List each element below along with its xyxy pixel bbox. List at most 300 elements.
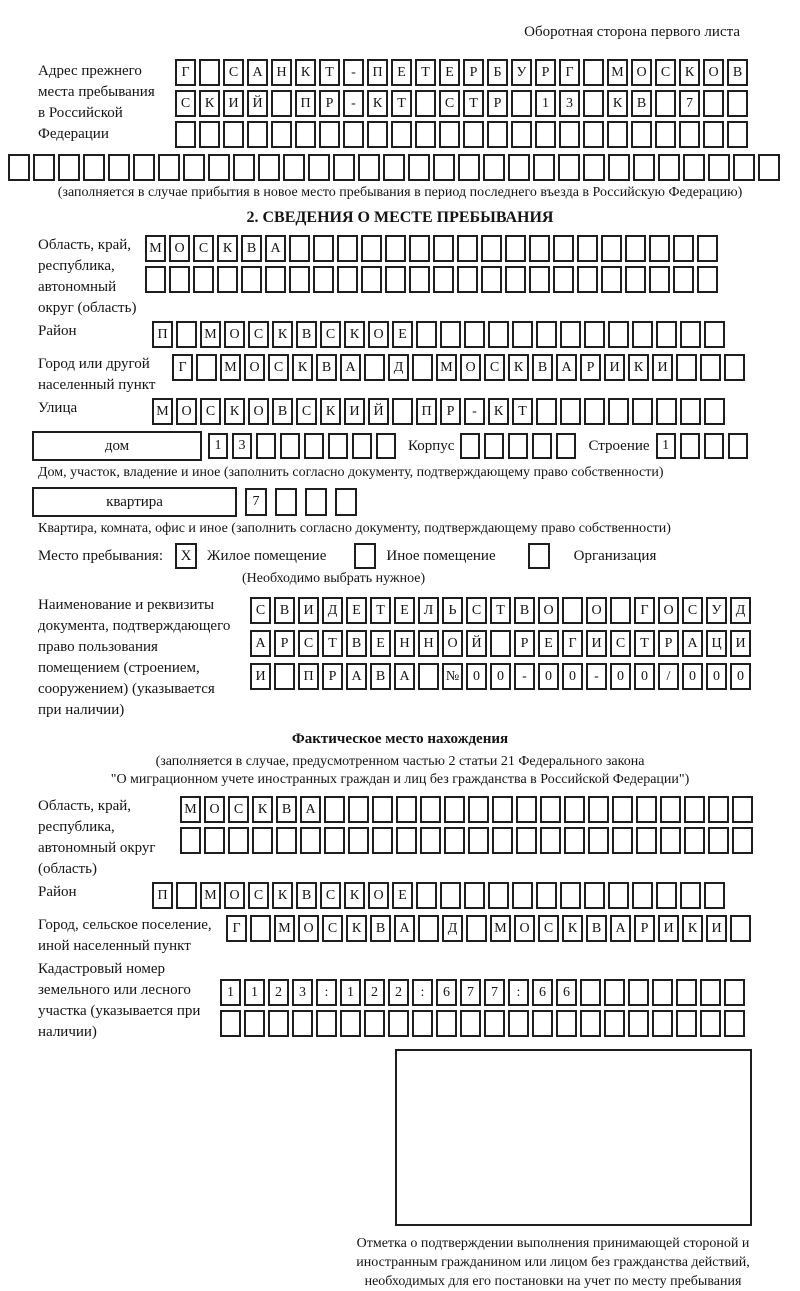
char-cell[interactable]: И <box>223 90 244 117</box>
char-cell[interactable] <box>316 1010 337 1037</box>
char-cell[interactable] <box>289 235 310 262</box>
char-cell[interactable] <box>680 321 701 348</box>
char-cell[interactable] <box>412 354 433 381</box>
char-cell[interactable] <box>457 235 478 262</box>
char-cell[interactable] <box>415 121 436 148</box>
char-cell[interactable] <box>488 882 509 909</box>
char-cell[interactable]: К <box>628 354 649 381</box>
char-cell[interactable]: Т <box>634 630 655 657</box>
char-cell[interactable] <box>444 827 465 854</box>
char-cell[interactable]: И <box>730 630 751 657</box>
char-cell[interactable] <box>556 433 576 459</box>
char-cell[interactable] <box>583 121 604 148</box>
char-cell[interactable] <box>247 121 268 148</box>
char-cell[interactable] <box>271 90 292 117</box>
char-cell[interactable]: Т <box>490 597 511 624</box>
char-cell[interactable]: О <box>538 597 559 624</box>
char-cell[interactable]: И <box>706 915 727 942</box>
char-cell[interactable] <box>724 1010 745 1037</box>
char-cell[interactable]: С <box>248 321 269 348</box>
char-cell[interactable]: К <box>488 398 509 425</box>
char-cell[interactable]: О <box>244 354 265 381</box>
char-cell[interactable] <box>508 1010 529 1037</box>
char-cell[interactable] <box>697 235 718 262</box>
char-cell[interactable] <box>730 915 751 942</box>
char-cell[interactable]: О <box>176 398 197 425</box>
char-cell[interactable] <box>8 154 30 181</box>
char-cell[interactable]: К <box>562 915 583 942</box>
char-cell[interactable] <box>283 154 305 181</box>
char-cell[interactable]: Ц <box>706 630 727 657</box>
char-cell[interactable]: П <box>295 90 316 117</box>
char-cell[interactable] <box>372 796 393 823</box>
char-cell[interactable]: Р <box>319 90 340 117</box>
char-cell[interactable] <box>275 488 297 516</box>
char-cell[interactable] <box>388 1010 409 1037</box>
char-cell[interactable] <box>372 827 393 854</box>
char-cell[interactable]: Р <box>658 630 679 657</box>
char-cell[interactable] <box>487 121 508 148</box>
char-cell[interactable] <box>708 796 729 823</box>
char-cell[interactable] <box>364 1010 385 1037</box>
char-cell[interactable]: Е <box>391 59 412 86</box>
char-cell[interactable]: Н <box>271 59 292 86</box>
char-cell[interactable]: П <box>367 59 388 86</box>
char-cell[interactable] <box>492 827 513 854</box>
char-cell[interactable] <box>676 354 697 381</box>
char-cell[interactable]: - <box>343 90 364 117</box>
char-cell[interactable]: Р <box>580 354 601 381</box>
char-cell[interactable] <box>463 121 484 148</box>
char-cell[interactable] <box>193 266 214 293</box>
char-cell[interactable] <box>409 235 430 262</box>
char-cell[interactable] <box>418 663 439 690</box>
char-cell[interactable]: 2 <box>388 979 409 1006</box>
char-cell[interactable]: О <box>368 321 389 348</box>
char-cell[interactable] <box>704 433 724 459</box>
char-cell[interactable] <box>584 398 605 425</box>
char-cell[interactable] <box>420 827 441 854</box>
char-cell[interactable] <box>536 321 557 348</box>
char-cell[interactable]: В <box>316 354 337 381</box>
char-cell[interactable] <box>204 827 225 854</box>
char-cell[interactable] <box>180 827 201 854</box>
char-cell[interactable]: М <box>200 882 221 909</box>
char-cell[interactable]: 7 <box>245 488 267 516</box>
char-cell[interactable] <box>265 266 286 293</box>
char-cell[interactable]: С <box>223 59 244 86</box>
char-cell[interactable]: К <box>508 354 529 381</box>
char-cell[interactable] <box>324 827 345 854</box>
char-cell[interactable] <box>656 398 677 425</box>
char-cell[interactable] <box>649 235 670 262</box>
char-cell[interactable]: С <box>248 882 269 909</box>
char-cell[interactable] <box>511 90 532 117</box>
char-cell[interactable]: К <box>217 235 238 262</box>
char-cell[interactable]: С <box>610 630 631 657</box>
char-cell[interactable] <box>516 827 537 854</box>
char-cell[interactable] <box>577 266 598 293</box>
char-cell[interactable] <box>484 1010 505 1037</box>
char-cell[interactable] <box>533 154 555 181</box>
char-cell[interactable]: С <box>268 354 289 381</box>
char-cell[interactable] <box>703 90 724 117</box>
char-cell[interactable] <box>199 59 220 86</box>
char-cell[interactable] <box>340 1010 361 1037</box>
char-cell[interactable] <box>376 433 396 459</box>
char-cell[interactable] <box>564 827 585 854</box>
char-cell[interactable] <box>655 90 676 117</box>
char-cell[interactable]: С <box>682 597 703 624</box>
char-cell[interactable]: С <box>320 321 341 348</box>
char-cell[interactable] <box>319 121 340 148</box>
char-cell[interactable] <box>679 121 700 148</box>
char-cell[interactable] <box>244 1010 265 1037</box>
char-cell[interactable] <box>364 354 385 381</box>
char-cell[interactable]: 1 <box>220 979 241 1006</box>
char-cell[interactable] <box>488 321 509 348</box>
char-cell[interactable]: С <box>538 915 559 942</box>
char-cell[interactable]: И <box>586 630 607 657</box>
char-cell[interactable] <box>588 827 609 854</box>
char-cell[interactable]: О <box>703 59 724 86</box>
char-cell[interactable]: А <box>610 915 631 942</box>
char-cell[interactable] <box>612 796 633 823</box>
char-cell[interactable] <box>433 266 454 293</box>
char-cell[interactable]: Н <box>418 630 439 657</box>
char-cell[interactable]: О <box>586 597 607 624</box>
char-cell[interactable] <box>553 266 574 293</box>
char-cell[interactable]: В <box>532 354 553 381</box>
char-cell[interactable] <box>464 321 485 348</box>
char-cell[interactable] <box>313 235 334 262</box>
char-cell[interactable] <box>540 827 561 854</box>
char-cell[interactable] <box>199 121 220 148</box>
char-cell[interactable] <box>468 796 489 823</box>
char-cell[interactable]: Д <box>442 915 463 942</box>
char-cell[interactable] <box>625 266 646 293</box>
char-cell[interactable] <box>553 235 574 262</box>
char-cell[interactable]: Т <box>512 398 533 425</box>
char-cell[interactable]: - <box>586 663 607 690</box>
char-cell[interactable] <box>655 121 676 148</box>
char-cell[interactable]: К <box>679 59 700 86</box>
char-cell[interactable]: К <box>682 915 703 942</box>
char-cell[interactable]: В <box>274 597 295 624</box>
char-cell[interactable]: М <box>490 915 511 942</box>
char-cell[interactable] <box>256 433 276 459</box>
char-cell[interactable]: А <box>394 663 415 690</box>
char-cell[interactable]: П <box>298 663 319 690</box>
char-cell[interactable] <box>396 796 417 823</box>
char-cell[interactable]: К <box>367 90 388 117</box>
char-cell[interactable] <box>529 235 550 262</box>
char-cell[interactable] <box>704 398 725 425</box>
char-cell[interactable] <box>512 321 533 348</box>
char-cell[interactable]: В <box>296 882 317 909</box>
char-cell[interactable] <box>460 433 480 459</box>
char-cell[interactable]: А <box>340 354 361 381</box>
char-cell[interactable]: С <box>250 597 271 624</box>
char-cell[interactable] <box>604 1010 625 1037</box>
char-cell[interactable] <box>412 1010 433 1037</box>
char-cell[interactable] <box>440 321 461 348</box>
char-cell[interactable]: К <box>292 354 313 381</box>
char-cell[interactable]: И <box>298 597 319 624</box>
char-cell[interactable]: Т <box>322 630 343 657</box>
char-cell[interactable]: 6 <box>532 979 553 1006</box>
char-cell[interactable] <box>532 1010 553 1037</box>
char-cell[interactable] <box>271 121 292 148</box>
char-cell[interactable]: А <box>346 663 367 690</box>
char-cell[interactable]: Т <box>370 597 391 624</box>
char-cell[interactable]: Й <box>368 398 389 425</box>
char-cell[interactable] <box>250 915 271 942</box>
char-cell[interactable]: О <box>224 321 245 348</box>
char-cell[interactable] <box>700 979 721 1006</box>
char-cell[interactable]: Т <box>319 59 340 86</box>
char-cell[interactable] <box>337 235 358 262</box>
char-cell[interactable] <box>660 827 681 854</box>
char-cell[interactable] <box>176 321 197 348</box>
char-cell[interactable]: 0 <box>634 663 655 690</box>
char-cell[interactable] <box>348 796 369 823</box>
stay-type-checkbox-residential[interactable]: X <box>175 543 197 569</box>
char-cell[interactable] <box>604 979 625 1006</box>
char-cell[interactable] <box>444 796 465 823</box>
char-cell[interactable] <box>176 882 197 909</box>
char-cell[interactable] <box>758 154 780 181</box>
char-cell[interactable]: 0 <box>610 663 631 690</box>
char-cell[interactable]: М <box>274 915 295 942</box>
char-cell[interactable] <box>466 915 487 942</box>
char-cell[interactable] <box>289 266 310 293</box>
char-cell[interactable]: Е <box>538 630 559 657</box>
char-cell[interactable] <box>636 827 657 854</box>
char-cell[interactable]: В <box>276 796 297 823</box>
stay-type-checkbox-other[interactable] <box>354 543 376 569</box>
char-cell[interactable]: Е <box>439 59 460 86</box>
char-cell[interactable] <box>560 398 581 425</box>
char-cell[interactable]: 0 <box>706 663 727 690</box>
char-cell[interactable] <box>684 827 705 854</box>
char-cell[interactable] <box>704 321 725 348</box>
char-cell[interactable] <box>490 630 511 657</box>
char-cell[interactable]: 1 <box>656 433 676 459</box>
char-cell[interactable]: С <box>200 398 221 425</box>
char-cell[interactable] <box>652 979 673 1006</box>
char-cell[interactable] <box>133 154 155 181</box>
char-cell[interactable] <box>608 321 629 348</box>
char-cell[interactable] <box>560 321 581 348</box>
char-cell[interactable] <box>439 121 460 148</box>
char-cell[interactable] <box>33 154 55 181</box>
char-cell[interactable]: Б <box>487 59 508 86</box>
char-cell[interactable] <box>540 796 561 823</box>
char-cell[interactable] <box>584 321 605 348</box>
char-cell[interactable]: К <box>252 796 273 823</box>
char-cell[interactable] <box>556 1010 577 1037</box>
char-cell[interactable] <box>408 154 430 181</box>
char-cell[interactable] <box>505 235 526 262</box>
char-cell[interactable]: С <box>484 354 505 381</box>
char-cell[interactable] <box>433 154 455 181</box>
char-cell[interactable] <box>409 266 430 293</box>
char-cell[interactable]: Г <box>562 630 583 657</box>
char-cell[interactable] <box>704 882 725 909</box>
char-cell[interactable] <box>300 827 321 854</box>
char-cell[interactable]: 0 <box>538 663 559 690</box>
char-cell[interactable]: Е <box>392 882 413 909</box>
char-cell[interactable]: Й <box>247 90 268 117</box>
char-cell[interactable] <box>348 827 369 854</box>
char-cell[interactable] <box>632 321 653 348</box>
char-cell[interactable]: П <box>416 398 437 425</box>
char-cell[interactable] <box>732 827 753 854</box>
char-cell[interactable] <box>217 266 238 293</box>
char-cell[interactable] <box>223 121 244 148</box>
char-cell[interactable]: К <box>320 398 341 425</box>
char-cell[interactable] <box>631 121 652 148</box>
char-cell[interactable]: М <box>180 796 201 823</box>
char-cell[interactable]: О <box>298 915 319 942</box>
char-cell[interactable]: А <box>300 796 321 823</box>
char-cell[interactable] <box>673 266 694 293</box>
char-cell[interactable]: К <box>224 398 245 425</box>
char-cell[interactable]: И <box>604 354 625 381</box>
char-cell[interactable]: Г <box>172 354 193 381</box>
char-cell[interactable] <box>292 1010 313 1037</box>
char-cell[interactable] <box>241 266 262 293</box>
char-cell[interactable] <box>536 398 557 425</box>
char-cell[interactable] <box>601 266 622 293</box>
char-cell[interactable] <box>464 882 485 909</box>
char-cell[interactable] <box>304 433 324 459</box>
char-cell[interactable]: 7 <box>484 979 505 1006</box>
char-cell[interactable] <box>632 398 653 425</box>
char-cell[interactable] <box>727 90 748 117</box>
char-cell[interactable]: А <box>250 630 271 657</box>
char-cell[interactable] <box>580 979 601 1006</box>
char-cell[interactable]: Р <box>487 90 508 117</box>
char-cell[interactable] <box>460 1010 481 1037</box>
char-cell[interactable]: С <box>322 915 343 942</box>
char-cell[interactable]: У <box>511 59 532 86</box>
char-cell[interactable]: Д <box>322 597 343 624</box>
char-cell[interactable]: Д <box>730 597 751 624</box>
char-cell[interactable] <box>335 488 357 516</box>
char-cell[interactable] <box>505 266 526 293</box>
char-cell[interactable] <box>529 266 550 293</box>
char-cell[interactable]: В <box>586 915 607 942</box>
char-cell[interactable] <box>632 882 653 909</box>
char-cell[interactable] <box>343 121 364 148</box>
char-cell[interactable] <box>628 1010 649 1037</box>
char-cell[interactable] <box>333 154 355 181</box>
char-cell[interactable]: С <box>193 235 214 262</box>
char-cell[interactable] <box>175 121 196 148</box>
char-cell[interactable] <box>608 398 629 425</box>
char-cell[interactable] <box>158 154 180 181</box>
char-cell[interactable] <box>233 154 255 181</box>
char-cell[interactable]: О <box>460 354 481 381</box>
char-cell[interactable] <box>535 121 556 148</box>
char-cell[interactable] <box>416 321 437 348</box>
char-cell[interactable]: С <box>320 882 341 909</box>
char-cell[interactable]: Р <box>440 398 461 425</box>
char-cell[interactable]: А <box>394 915 415 942</box>
char-cell[interactable] <box>680 433 700 459</box>
char-cell[interactable]: К <box>272 321 293 348</box>
char-cell[interactable] <box>145 266 166 293</box>
char-cell[interactable] <box>607 121 628 148</box>
char-cell[interactable] <box>392 398 413 425</box>
char-cell[interactable] <box>268 1010 289 1037</box>
char-cell[interactable]: 6 <box>556 979 577 1006</box>
char-cell[interactable] <box>583 59 604 86</box>
char-cell[interactable]: О <box>224 882 245 909</box>
char-cell[interactable] <box>220 1010 241 1037</box>
char-cell[interactable]: С <box>439 90 460 117</box>
char-cell[interactable] <box>512 882 533 909</box>
char-cell[interactable]: 1 <box>340 979 361 1006</box>
char-cell[interactable]: В <box>727 59 748 86</box>
char-cell[interactable] <box>208 154 230 181</box>
char-cell[interactable] <box>680 398 701 425</box>
char-cell[interactable] <box>481 266 502 293</box>
char-cell[interactable]: К <box>344 882 365 909</box>
char-cell[interactable]: В <box>272 398 293 425</box>
char-cell[interactable]: П <box>152 321 173 348</box>
char-cell[interactable]: - <box>514 663 535 690</box>
char-cell[interactable]: М <box>152 398 173 425</box>
char-cell[interactable]: В <box>370 663 391 690</box>
char-cell[interactable] <box>564 796 585 823</box>
stay-type-checkbox-organization[interactable] <box>528 543 550 569</box>
char-cell[interactable]: / <box>658 663 679 690</box>
char-cell[interactable]: 0 <box>490 663 511 690</box>
char-cell[interactable] <box>608 882 629 909</box>
char-cell[interactable]: : <box>316 979 337 1006</box>
char-cell[interactable]: Т <box>463 90 484 117</box>
char-cell[interactable] <box>367 121 388 148</box>
char-cell[interactable]: А <box>556 354 577 381</box>
char-cell[interactable] <box>652 1010 673 1037</box>
char-cell[interactable]: И <box>658 915 679 942</box>
char-cell[interactable] <box>676 1010 697 1037</box>
char-cell[interactable]: В <box>631 90 652 117</box>
char-cell[interactable]: А <box>247 59 268 86</box>
char-cell[interactable] <box>700 354 721 381</box>
char-cell[interactable] <box>724 979 745 1006</box>
char-cell[interactable] <box>649 266 670 293</box>
char-cell[interactable]: : <box>412 979 433 1006</box>
char-cell[interactable] <box>324 796 345 823</box>
char-cell[interactable]: Р <box>514 630 535 657</box>
char-cell[interactable]: 7 <box>679 90 700 117</box>
char-cell[interactable]: О <box>368 882 389 909</box>
char-cell[interactable]: И <box>250 663 271 690</box>
char-cell[interactable]: 0 <box>730 663 751 690</box>
char-cell[interactable]: М <box>220 354 241 381</box>
char-cell[interactable]: Д <box>388 354 409 381</box>
char-cell[interactable]: Г <box>634 597 655 624</box>
char-cell[interactable] <box>684 796 705 823</box>
char-cell[interactable]: Й <box>466 630 487 657</box>
char-cell[interactable]: О <box>631 59 652 86</box>
char-cell[interactable] <box>258 154 280 181</box>
char-cell[interactable] <box>58 154 80 181</box>
